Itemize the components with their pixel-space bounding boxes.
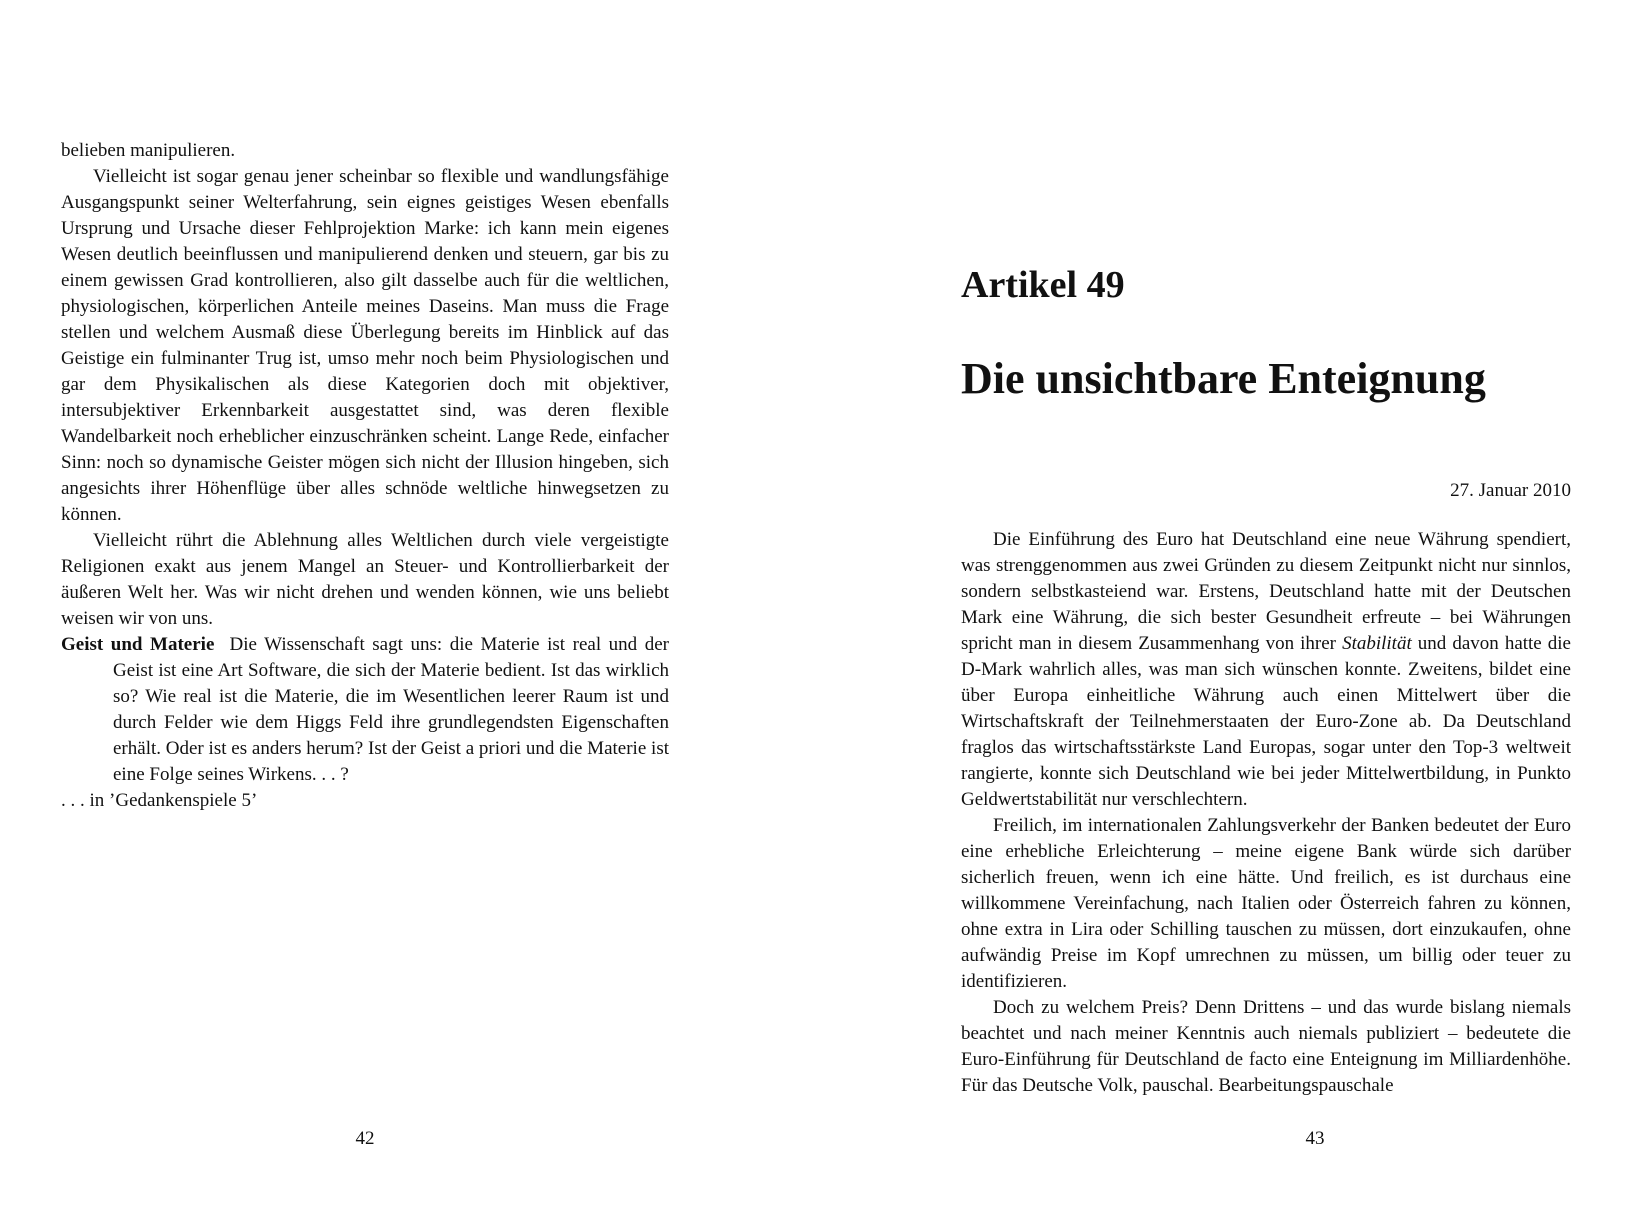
paragraph: Freilich, im internationalen Zahlungsverkehr der Banken bedeutet der Euro eine erhebliche Erleichterung – meine eigene Bank würde sich darüber sicherlich freuen, wenn ich eine hätte. Und freilich, es ist durchaus eine willkommene Vereinfachung, nach Italien oder Österreich fahren zu können, ohne extra in Lira oder Schilling tauschen zu müssen, dort einzukaufen, ohne aufwändig Preise im Kopf umrechnen zu müssen, um billig oder teuer zu identifizieren.: [961, 815, 1571, 992]
paragraph: Doch zu welchem Preis? Denn Drittens – und das wurde bislang niemals beachtet und nach meiner Kenntnis auch niemals publiziert – bedeutete die Euro-Einführung für Deutschland de facto eine Enteignung im Milliardenhöhe. Für das Deutsche Volk, pauschal. Bearbeitungspauschale: [961, 997, 1571, 1096]
entry-text: Die Wissenschaft sagt uns: die Materie ist real und der Geist ist eine Art Software, die sich der Materie bedient. Ist das wirklich so? Wie real ist die Materie, die im Wesentlichen leerer Raum ist und durch Felder wie dem Higgs Feld ihre grundlegendsten Eigenschaften erhält. Oder ist es anders herum? Ist der Geist a priori und die Materie ist eine Folge seines Wirkens. . . ?: [113, 634, 669, 785]
paragraph: [961, 527, 1571, 813]
paragraph-text: Die Einführung des Euro hat Deutschland eine neue Währung spendiert, was strenggenommen aus zwei Gründen zu diesem Zeitpunkt nicht nur sinnlos, sondern selbstkasteiend war. Erstens, Deutschland hatte mit der Deutschen Mark eine Währung, die sich bester Gesundheit erfreute – bei Währungen spricht man in diesem Zusammenhang von ihrer: [961, 529, 1571, 654]
chapter-label: Artikel 49: [961, 264, 1125, 306]
paragraph: Vielleicht ist sogar genau jener scheinbar so flexible und wandlungsfähige Ausgangspunkt seiner Welterfahrung, sein eignes geistiges Wesen ebenfalls Ursprung und Ursache dieser Fehlprojektion Marke: ich kann mein eigenes Wesen deutlich beeinflussen und manipulierend denken und steuern, gar bis zu einem gewissen Grad kontrollieren, also gilt dasselbe auch für die weltlichen, physiologischen, körperlichen Anteile meines Daseins. Man muss die Frage stellen und welchem Ausmaß diese Überlegung bereits im Hinblick auf das Geistige ein fulminanter Trug ist, umso mehr noch beim Physiologischen und gar dem Physikalischen als diese Kategorien doch mit objektiver, intersubjektiver Erkennbarkeit ausgestattet sind, was deren flexible Wandelbarkeit noch erheblicher einzuschränken scheint. Lange Rede, einfacher Sinn: noch so dynamische Geister mögen sich nicht der Illusion hingeben, sich angesichts ihrer Höhenflüge über alles schnöde weltliche hinwegsetzen zu können.: [61, 166, 669, 525]
paragraph-text: und davon hatte die D-Mark wahrlich alles, was man sich wünschen konnte. Zweitens, bildet eine über Europa einheitliche Währung auch einen Mittelwert über die Wirtschaftskraft der Teilnehmerstaaten der Euro-Zone ab. Da Deutschland fraglos das wirtschaftsstärkste Land Europas, sogar unter den Top-3 weltweit rangierte, konnte sich Deutschland wie bei jeder Mittelwertbildung, in Punkto Geldwertstabilität nur verschlechtern.: [961, 633, 1571, 810]
article-date: 27. Januar 2010: [1450, 480, 1571, 501]
paragraph-continuation: belieben manipulieren.: [61, 140, 236, 161]
left-page: [0, 0, 820, 1229]
glossary-entry: [61, 632, 669, 788]
chapter-title: Die unsichtbare Enteignung: [961, 354, 1486, 403]
page-number-left: 42: [355, 1128, 375, 1149]
cross-reference: . . . in ’Gedankenspiele 5’: [61, 790, 258, 811]
right-text-block: [961, 527, 1571, 1099]
page-number-right: 43: [1305, 1128, 1325, 1149]
paragraph: Vielleicht rührt die Ablehnung alles Weltlichen durch viele vergeistigte Religionen exakt aus jenem Mangel an Steuer- und Kontrollierbarkeit der äußeren Welt her. Was wir nicht drehen und wenden können, wie uns beliebt weisen wir von uns.: [61, 530, 669, 629]
right-page: [820, 0, 1641, 1229]
entry-term: Geist und Materie: [61, 634, 215, 655]
emphasis-text: Stabilität: [1342, 633, 1412, 654]
left-text-block: [61, 138, 669, 814]
